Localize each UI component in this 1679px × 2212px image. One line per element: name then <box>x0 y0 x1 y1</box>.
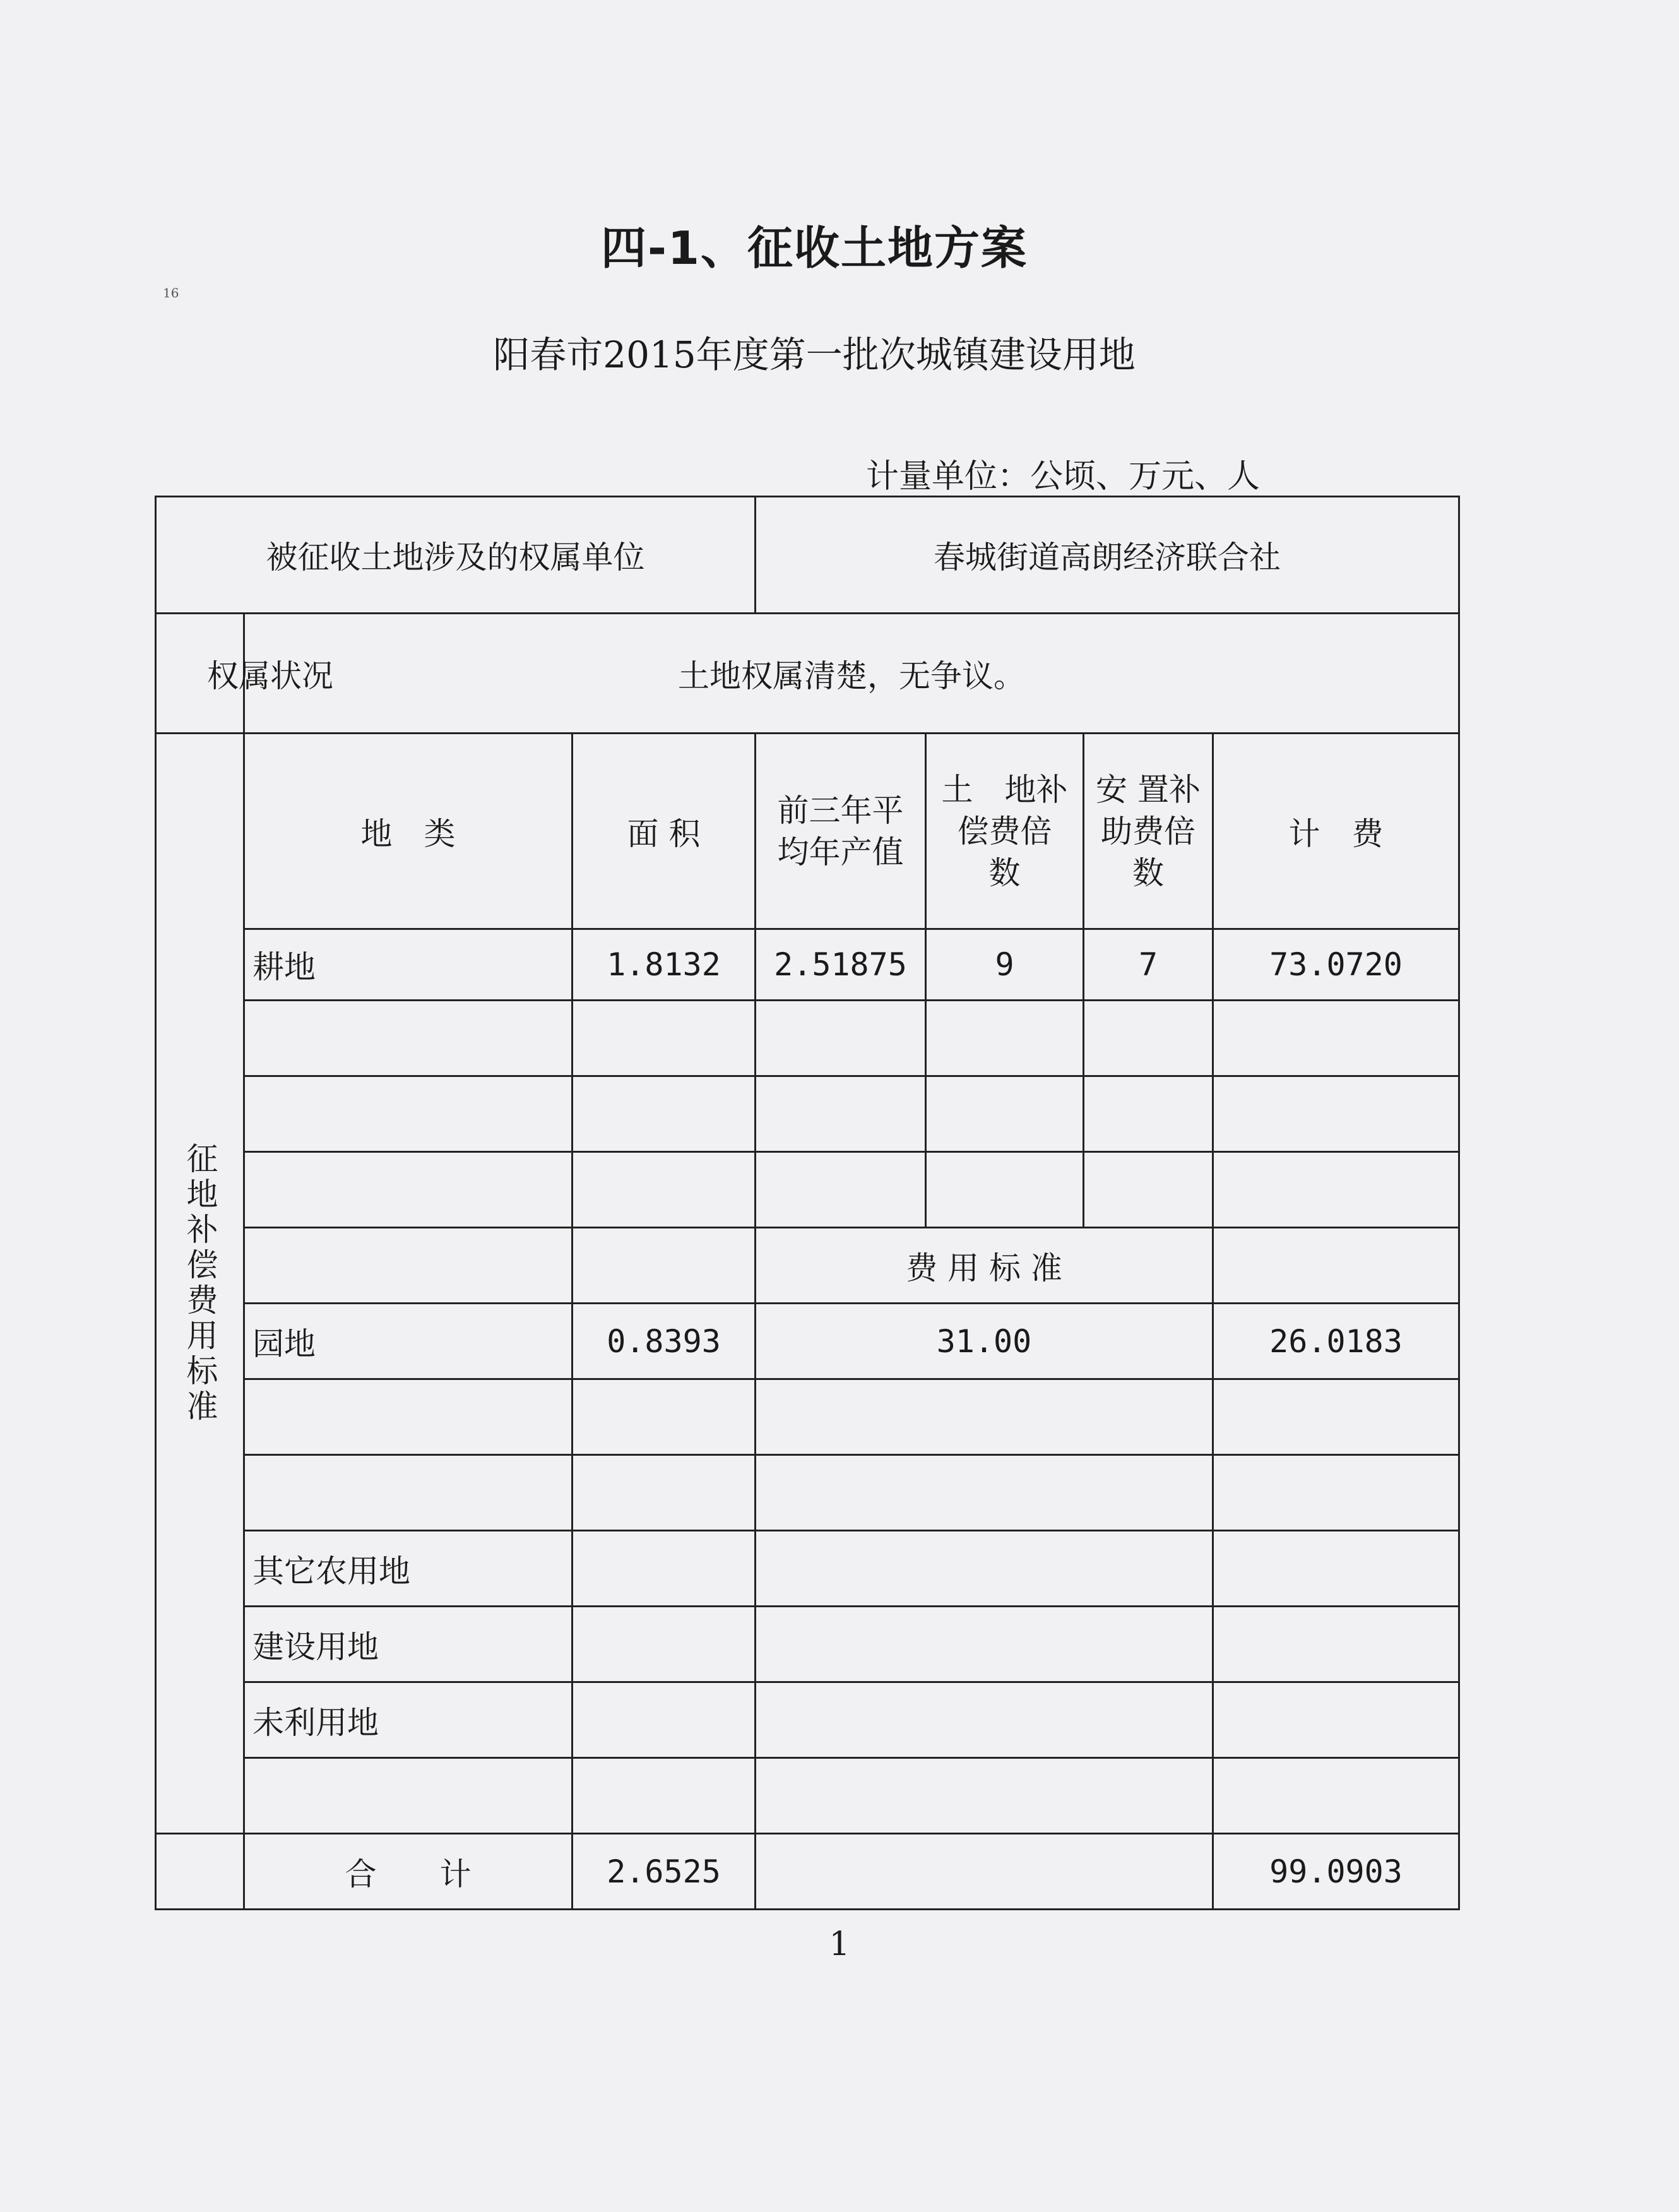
ownership-value: 土地权属清楚，无争议。 <box>244 614 1459 734</box>
garden-area: 0.8393 <box>573 1304 756 1379</box>
header-avg-output: 前三年平 均年产值 <box>756 734 926 929</box>
fee-standard-row <box>156 1228 1459 1304</box>
total-fee: 99.0903 <box>1213 1834 1459 1910</box>
side-label: 征地补偿费用标准 <box>156 734 244 1834</box>
header-land-multiple: 土 地补偿费倍 数 <box>926 734 1084 929</box>
farmland-land-multiple: 9 <box>926 929 1084 1001</box>
header-area: 面 积 <box>573 734 756 929</box>
fee-standard-label: 费 用 标 准 <box>756 1228 1213 1304</box>
corner-number: 16 <box>163 285 179 300</box>
header-row <box>156 734 1459 929</box>
garden-type: 园地 <box>244 1304 573 1379</box>
blank-row <box>156 1076 1459 1152</box>
owner-label: 被征收土地涉及的权属单位 <box>156 497 756 614</box>
page-subtitle: 阳春市2015年度第一批次城镇建设用地 <box>493 333 1136 376</box>
farmland-area: 1.8132 <box>573 929 756 1001</box>
page-title: 四-1、征收土地方案 <box>601 222 1028 275</box>
other-agri-row <box>156 1531 1459 1607</box>
ownership-label: 权属状况 <box>207 657 333 694</box>
unused-type: 未利用地 <box>244 1682 573 1758</box>
blank-row <box>156 1152 1459 1228</box>
blank-row <box>156 1455 1459 1531</box>
construction-type: 建设用地 <box>244 1607 573 1682</box>
owner-value: 春城街道高朗经济联合社 <box>756 497 1459 614</box>
owner-row <box>156 497 1459 614</box>
farmland-resettle-multiple: 7 <box>1084 929 1213 1001</box>
other-agri-type: 其它农用地 <box>244 1531 573 1607</box>
construction-row <box>156 1607 1459 1682</box>
total-row <box>156 1834 1459 1910</box>
farmland-fee: 73.0720 <box>1213 929 1459 1001</box>
ownership-row <box>156 614 1459 734</box>
blank-row <box>156 1001 1459 1076</box>
header-fee: 计 费 <box>1213 734 1459 929</box>
land-acquisition-table <box>155 496 1460 1910</box>
header-land-type: 地 类 <box>244 734 573 929</box>
page-number: 1 <box>829 1925 850 1963</box>
unit-note: 计量单位：公顷、万元、人 <box>866 458 1261 496</box>
garden-standard: 31.00 <box>756 1304 1213 1379</box>
garden-row <box>156 1304 1459 1379</box>
blank-row <box>156 1379 1459 1455</box>
header-resettle-multiple: 安 置补助费倍 数 <box>1084 734 1213 929</box>
total-area: 2.6525 <box>573 1834 756 1910</box>
farmland-avg-output: 2.51875 <box>756 929 926 1001</box>
total-label: 合 计 <box>244 1834 573 1910</box>
blank-row <box>156 1758 1459 1834</box>
farmland-type: 耕地 <box>244 929 573 1001</box>
farmland-row <box>156 929 1459 1001</box>
garden-fee: 26.0183 <box>1213 1304 1459 1379</box>
ownership-label-cell <box>156 614 333 734</box>
unused-row <box>156 1682 1459 1758</box>
